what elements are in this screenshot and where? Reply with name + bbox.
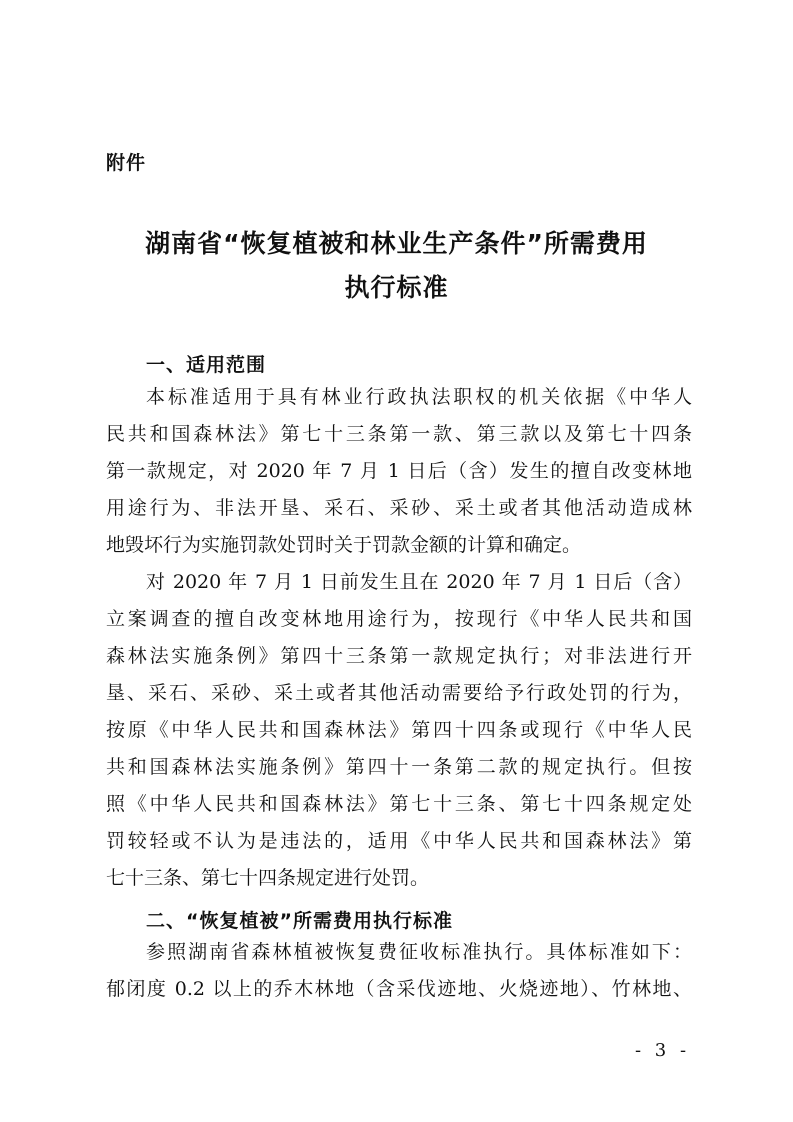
paragraph-line: 地毁坏行为实施罚款处罚时关于罚款金额的计算和确定。 [106,534,582,556]
paragraph-line: 民共和国森林法》第七十三条第一款、第三款以及第七十四条 [106,423,692,445]
paragraph-line: 按原《中华人民共和国森林法》第四十四条或现行《中华人民 [106,719,692,741]
paragraph-line: 垦、采石、采砂、采土或者其他活动需要给予行政处罚的行为， [106,682,692,704]
paragraph-line: 森林法实施条例》第四十三条第一款规定执行；对非法进行开 [106,645,692,667]
page-number: - 3 - [635,1040,691,1061]
paragraph-line: 郁闭度 0.2 以上的乔木林地（含采伐迹地、火烧迹地）、竹林地、 [106,978,692,1000]
section-1-heading: 一、适用范围 [146,354,267,376]
paragraph-line: 七十三条、第七十四条规定进行处罚。 [106,867,430,889]
paragraph-line: 参照湖南省森林植被恢复费征收标准执行。具体标准如下： [146,941,692,963]
paragraph-line: 用途行为、非法开垦、采石、采砂、采土或者其他活动造成林 [106,497,692,519]
paragraph-line: 第一款规定，对 2020 年 7 月 1 日后（含）发生的擅自改变林地 [106,460,692,482]
document-title-line-1: 湖南省“恢复植被和林业生产条件”所需费用 [145,229,648,258]
section-2-heading: 二、“恢复植被”所需费用执行标准 [146,910,453,932]
paragraph-line: 罚较轻或不认为是违法的，适用《中华人民共和国森林法》第 [106,830,692,852]
paragraph-line: 对 2020 年 7 月 1 日前发生且在 2020 年 7 月 1 日后（含） [146,571,692,593]
paragraph-line: 立案调查的擅自改变林地用途行为，按现行《中华人民共和国 [106,608,692,630]
paragraph-line: 照《中华人民共和国森林法》第七十三条、第七十四条规定处 [106,793,692,815]
document-title-line-2: 执行标准 [344,273,449,302]
paragraph-line: 本标准适用于具有林业行政执法职权的机关依据《中华人 [146,386,692,408]
paragraph-line: 共和国森林法实施条例》第四十一条第二款的规定执行。但按 [106,756,692,778]
attachment-label: 附件 [106,152,147,174]
